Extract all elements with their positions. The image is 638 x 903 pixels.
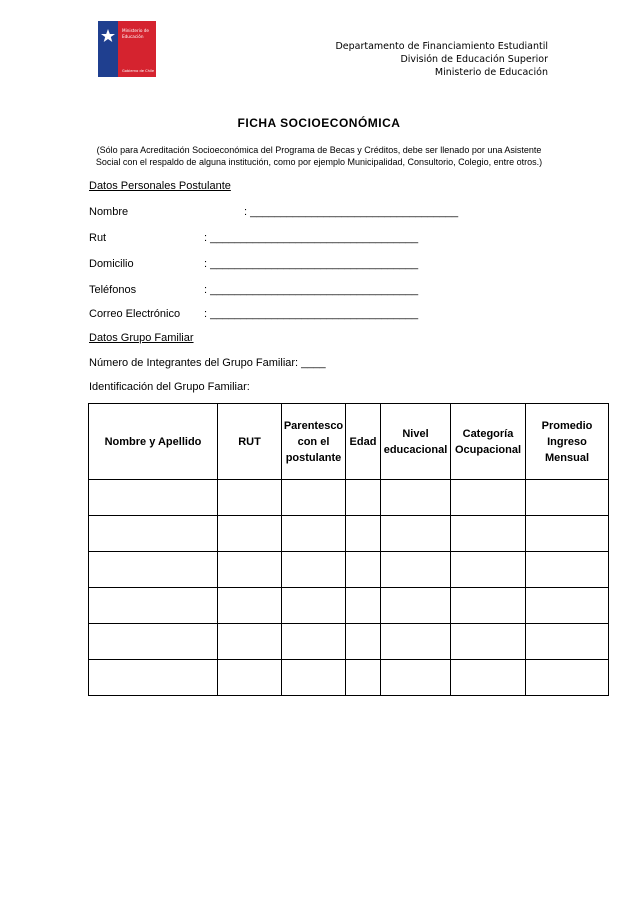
table-cell[interactable] [89,480,218,516]
table-cell[interactable] [381,552,451,588]
field-blank[interactable]: : __________________________________ [204,308,419,320]
logo-line1: Ministerio de [122,28,150,33]
field-blank[interactable]: : __________________________________ [204,232,419,244]
field-label: Domicilio [89,258,134,270]
table-row [89,552,609,588]
table-cell[interactable] [381,480,451,516]
table-cell[interactable] [282,552,346,588]
department-header [335,40,548,79]
field-blank[interactable]: : __________________________________ [204,284,419,296]
table-cell[interactable] [526,552,609,588]
table-row [89,624,609,660]
table-row [89,588,609,624]
instructions-note: (Sólo para Acreditación Socioeconómica del Programa de Becas y Créditos, debe ser llenado por una Asistente Social con el respaldo de alguna institución, como por ejemplo Municipalidad, Consultorio, Colegio, entre otros.) [95,145,543,167]
field-blank[interactable]: : __________________________________ [244,206,459,218]
field-label: Nombre [89,206,129,218]
table-cell[interactable] [218,588,282,624]
table-cell[interactable] [526,516,609,552]
table-cell[interactable] [381,516,451,552]
table-cell[interactable] [451,552,526,588]
table-cell[interactable] [89,588,218,624]
table-cell[interactable] [346,480,381,516]
table-cell[interactable] [381,588,451,624]
table-cell[interactable] [451,660,526,696]
table-cell[interactable] [451,624,526,660]
table-cell[interactable] [451,480,526,516]
table-cell[interactable] [346,552,381,588]
table-cell[interactable] [526,660,609,696]
table-cell[interactable] [381,624,451,660]
family-identification-label: Identificación del Grupo Familiar: [89,381,250,393]
logo-footer: Gobierno de Chile [122,69,155,73]
table-cell[interactable] [346,624,381,660]
table-cell[interactable] [346,660,381,696]
ministerio-educacion-logo [98,21,156,77]
table-row [89,516,609,552]
table-cell[interactable] [282,588,346,624]
members-count-field[interactable]: Número de Integrantes del Grupo Familiar: ____ [89,357,326,369]
table-cell[interactable] [282,516,346,552]
col-promedio-ingreso: Promedio Ingreso Mensual [526,404,609,480]
page-title: FICHA SOCIOECONÓMICA [237,116,401,130]
header-line2: División de Educación Superior [400,54,548,65]
table-cell[interactable] [218,624,282,660]
col-rut: RUT [218,404,282,480]
table-cell[interactable] [218,552,282,588]
table-cell[interactable] [89,552,218,588]
table-cell[interactable] [526,588,609,624]
col-categoria-ocupacional: Categoría Ocupacional [451,404,526,480]
table-cell[interactable] [282,624,346,660]
table-cell[interactable] [218,660,282,696]
table-header-row [89,404,609,480]
personal-data-heading: Datos Personales Postulante [89,180,231,192]
field-label: Teléfonos [89,284,137,296]
table-cell[interactable] [526,624,609,660]
table-cell[interactable] [89,660,218,696]
table-cell[interactable] [346,516,381,552]
field-blank[interactable]: : __________________________________ [204,258,419,270]
table-cell[interactable] [89,516,218,552]
header-line1: Departamento de Financiamiento Estudiantil [335,41,548,52]
table-cell[interactable] [381,660,451,696]
table-row [89,480,609,516]
col-parentesco: Parentesco con el postulante [282,404,346,480]
field-label: Correo Electrónico [89,308,181,320]
table-row [89,660,609,696]
table-cell[interactable] [89,624,218,660]
col-nivel-educacional: Nivel educacional [381,404,451,480]
table-cell[interactable] [451,588,526,624]
table-cell[interactable] [451,516,526,552]
col-edad: Edad [346,404,381,480]
table-cell[interactable] [282,480,346,516]
header-line3: Ministerio de Educación [434,67,548,78]
table-cell[interactable] [282,660,346,696]
logo-line2: Educación [122,34,144,39]
table-cell[interactable] [526,480,609,516]
family-table [88,403,609,696]
col-nombre-apellido: Nombre y Apellido [89,404,218,480]
field-label: Rut [89,232,107,244]
table-cell[interactable] [346,588,381,624]
table-cell[interactable] [218,516,282,552]
table-cell[interactable] [218,480,282,516]
family-data-heading: Datos Grupo Familiar [89,332,194,344]
